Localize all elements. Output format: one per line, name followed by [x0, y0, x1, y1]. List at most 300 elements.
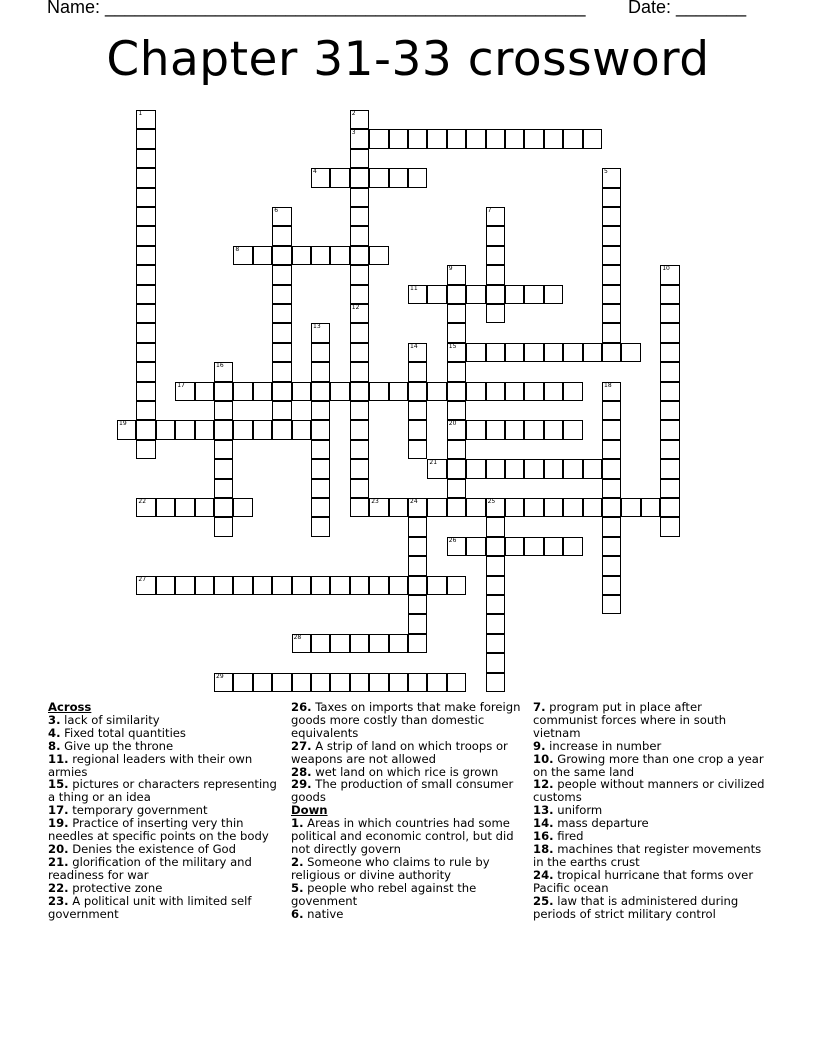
grid-cell[interactable] [544, 420, 563, 439]
grid-cell[interactable] [330, 246, 349, 265]
grid-cell[interactable] [330, 382, 349, 401]
grid-cell[interactable] [486, 265, 505, 284]
grid-cell[interactable] [486, 634, 505, 653]
grid-cell[interactable] [466, 129, 485, 148]
grid-cell[interactable] [544, 459, 563, 478]
grid-cell[interactable] [136, 323, 155, 342]
clue-text: protective zone [72, 880, 163, 895]
grid-cell[interactable] [621, 498, 640, 517]
grid-cell[interactable] [350, 323, 369, 342]
grid-cell[interactable] [408, 285, 427, 304]
grid-cell[interactable] [408, 673, 427, 692]
grid-cell[interactable] [447, 673, 466, 692]
grid-cell[interactable] [272, 323, 291, 342]
grid-cell[interactable] [408, 595, 427, 614]
clue-text: Areas in which countries had some political and economic control, but did not directly govern [291, 816, 514, 856]
grid-cell[interactable] [350, 188, 369, 207]
grid-cell[interactable] [447, 440, 466, 459]
grid-cell[interactable] [350, 576, 369, 595]
grid-cell[interactable] [447, 382, 466, 401]
grid-cell[interactable] [583, 129, 602, 148]
grid-cell[interactable] [272, 420, 291, 439]
grid-cell[interactable] [583, 343, 602, 362]
grid-cell[interactable] [136, 498, 155, 517]
grid-cell[interactable] [486, 537, 505, 556]
grid-cell[interactable] [466, 285, 485, 304]
grid-cell[interactable] [156, 420, 175, 439]
grid-cell[interactable] [214, 382, 233, 401]
grid-cell[interactable] [350, 304, 369, 323]
grid-cell[interactable] [602, 168, 621, 187]
grid-cell[interactable] [447, 420, 466, 439]
grid-cell[interactable] [505, 498, 524, 517]
grid-cell[interactable] [524, 129, 543, 148]
grid-cell[interactable] [214, 420, 233, 439]
clue-text: law that is administered during periods of strict military control [533, 893, 739, 921]
grid-cell[interactable] [602, 498, 621, 517]
grid-cell[interactable] [486, 207, 505, 226]
grid-cell[interactable] [136, 420, 155, 439]
grid-cell[interactable] [350, 226, 369, 245]
grid-cell[interactable] [486, 304, 505, 323]
grid-cell[interactable] [602, 556, 621, 575]
grid-cell[interactable] [427, 498, 446, 517]
grid-cell[interactable] [602, 576, 621, 595]
cell-number: 6 [274, 207, 279, 214]
grid-cell[interactable] [447, 576, 466, 595]
grid-cell[interactable] [214, 362, 233, 381]
grid-cell[interactable] [447, 129, 466, 148]
grid-cell[interactable] [369, 246, 388, 265]
grid-cell[interactable] [369, 129, 388, 148]
grid-cell[interactable] [544, 498, 563, 517]
grid-cell[interactable] [330, 168, 349, 187]
grid-cell[interactable] [136, 110, 155, 129]
grid-cell[interactable] [311, 498, 330, 517]
grid-cell[interactable] [602, 420, 621, 439]
grid-cell[interactable] [292, 634, 311, 653]
grid-cell[interactable] [292, 576, 311, 595]
grid-cell[interactable] [311, 517, 330, 536]
grid-cell[interactable] [253, 420, 272, 439]
grid-cell[interactable] [195, 420, 214, 439]
grid-cell[interactable] [602, 343, 621, 362]
grid-cell[interactable] [486, 226, 505, 245]
grid-cell[interactable] [214, 459, 233, 478]
grid-cell[interactable] [253, 246, 272, 265]
grid-cell[interactable] [524, 285, 543, 304]
grid-cell[interactable] [136, 168, 155, 187]
grid-cell[interactable] [330, 673, 349, 692]
grid-cell[interactable] [369, 382, 388, 401]
grid-cell[interactable] [660, 343, 679, 362]
clue-down-24 [533, 869, 769, 895]
grid-cell[interactable] [156, 498, 175, 517]
grid-cell[interactable] [602, 207, 621, 226]
grid-cell[interactable] [408, 401, 427, 420]
grid-cell[interactable] [505, 129, 524, 148]
grid-cell[interactable] [563, 382, 582, 401]
grid-cell[interactable] [117, 420, 136, 439]
grid-cell[interactable] [136, 246, 155, 265]
grid-cell[interactable] [660, 517, 679, 536]
grid-cell[interactable] [408, 576, 427, 595]
grid-cell[interactable] [427, 673, 446, 692]
grid-cell[interactable] [272, 576, 291, 595]
clue-text: program put in place after communist forces where in south vietnam [533, 700, 727, 740]
grid-cell[interactable] [447, 323, 466, 342]
grid-cell[interactable] [660, 401, 679, 420]
grid-cell[interactable] [253, 673, 272, 692]
grid-cell[interactable] [389, 673, 408, 692]
grid-cell[interactable] [214, 673, 233, 692]
grid-cell[interactable] [214, 517, 233, 536]
grid-cell[interactable] [505, 420, 524, 439]
grid-cell[interactable] [505, 285, 524, 304]
grid-cell[interactable] [544, 285, 563, 304]
grid-cell[interactable] [660, 323, 679, 342]
grid-cell[interactable] [175, 420, 194, 439]
grid-cell[interactable] [350, 343, 369, 362]
grid-cell[interactable] [408, 614, 427, 633]
grid-cell[interactable] [350, 207, 369, 226]
grid-cell[interactable] [195, 576, 214, 595]
grid-cell[interactable] [660, 362, 679, 381]
grid-cell[interactable] [447, 285, 466, 304]
grid-cell[interactable] [136, 362, 155, 381]
grid-cell[interactable] [660, 304, 679, 323]
grid-cell[interactable] [311, 673, 330, 692]
grid-cell[interactable] [447, 537, 466, 556]
grid-cell[interactable] [350, 440, 369, 459]
clue-across-26 [291, 701, 527, 740]
grid-cell[interactable] [660, 382, 679, 401]
grid-cell[interactable] [524, 382, 543, 401]
grid-cell[interactable] [136, 382, 155, 401]
grid-cell[interactable] [602, 440, 621, 459]
grid-cell[interactable] [350, 149, 369, 168]
grid-cell[interactable] [214, 576, 233, 595]
grid-cell[interactable] [447, 362, 466, 381]
grid-cell[interactable] [389, 129, 408, 148]
grid-cell[interactable] [447, 479, 466, 498]
grid-cell[interactable] [524, 459, 543, 478]
grid-cell[interactable] [350, 129, 369, 148]
grid-cell[interactable] [311, 168, 330, 187]
grid-cell[interactable] [427, 576, 446, 595]
grid-cell[interactable] [408, 343, 427, 362]
grid-cell[interactable] [272, 226, 291, 245]
grid-cell[interactable] [175, 382, 194, 401]
grid-cell[interactable] [524, 498, 543, 517]
grid-cell[interactable] [350, 420, 369, 439]
grid-cell[interactable] [292, 420, 311, 439]
grid-cell[interactable] [389, 382, 408, 401]
clue-number: 16. [533, 829, 554, 844]
grid-cell[interactable] [369, 634, 388, 653]
grid-cell[interactable] [253, 382, 272, 401]
grid-cell[interactable] [233, 246, 252, 265]
grid-cell[interactable] [311, 459, 330, 478]
grid-cell[interactable] [272, 362, 291, 381]
grid-cell[interactable] [466, 382, 485, 401]
grid-cell[interactable] [350, 634, 369, 653]
clue-text: regional leaders with their own armies [48, 751, 253, 779]
grid-cell[interactable] [447, 343, 466, 362]
grid-cell[interactable] [330, 634, 349, 653]
grid-cell[interactable] [311, 362, 330, 381]
grid-cell[interactable] [447, 304, 466, 323]
grid-cell[interactable] [660, 479, 679, 498]
grid-cell[interactable] [602, 382, 621, 401]
grid-cell[interactable] [272, 401, 291, 420]
grid-cell[interactable] [447, 459, 466, 478]
grid-cell[interactable] [427, 129, 446, 148]
grid-cell[interactable] [408, 556, 427, 575]
clue-text: machines that register movements in the earths crust [533, 841, 762, 869]
grid-cell[interactable] [486, 556, 505, 575]
clue-text: Someone who claims to rule by religious or divine authority [291, 854, 490, 882]
grid-cell[interactable] [408, 517, 427, 536]
grid-cell[interactable] [195, 382, 214, 401]
grid-cell[interactable] [408, 634, 427, 653]
grid-cell[interactable] [602, 323, 621, 342]
grid-cell[interactable] [311, 401, 330, 420]
grid-cell[interactable] [602, 479, 621, 498]
grid-cell[interactable] [350, 285, 369, 304]
grid-cell[interactable] [175, 498, 194, 517]
grid-cell[interactable] [408, 362, 427, 381]
grid-cell[interactable] [350, 401, 369, 420]
grid-cell[interactable] [524, 420, 543, 439]
grid-cell[interactable] [350, 110, 369, 129]
grid-cell[interactable] [486, 673, 505, 692]
grid-cell[interactable] [505, 459, 524, 478]
grid-cell[interactable] [272, 673, 291, 692]
grid-cell[interactable] [136, 265, 155, 284]
grid-cell[interactable] [311, 323, 330, 342]
grid-cell[interactable] [524, 537, 543, 556]
grid-cell[interactable] [292, 673, 311, 692]
grid-cell[interactable] [486, 246, 505, 265]
grid-cell[interactable] [505, 537, 524, 556]
grid-cell[interactable] [563, 498, 582, 517]
grid-cell[interactable] [272, 207, 291, 226]
grid-cell[interactable] [311, 576, 330, 595]
grid-cell[interactable] [563, 537, 582, 556]
grid-cell[interactable] [505, 382, 524, 401]
grid-cell[interactable] [136, 576, 155, 595]
clue-text: increase in number [549, 738, 662, 753]
grid-cell[interactable] [505, 343, 524, 362]
clue-number: 15. [48, 777, 69, 792]
grid-cell[interactable] [544, 343, 563, 362]
grid-cell[interactable] [136, 285, 155, 304]
grid-cell[interactable] [214, 479, 233, 498]
grid-cell[interactable] [311, 440, 330, 459]
grid-cell[interactable] [292, 382, 311, 401]
grid-cell[interactable] [563, 343, 582, 362]
grid-cell[interactable] [136, 440, 155, 459]
grid-cell[interactable] [272, 285, 291, 304]
grid-cell[interactable] [350, 265, 369, 284]
grid-cell[interactable] [330, 576, 349, 595]
clue-text: Fixed total quantities [64, 725, 186, 740]
cell-number: 27 [138, 575, 147, 583]
grid-cell[interactable] [660, 420, 679, 439]
grid-cell[interactable] [602, 265, 621, 284]
grid-cell[interactable] [136, 129, 155, 148]
grid-cell[interactable] [156, 576, 175, 595]
grid-cell[interactable] [660, 285, 679, 304]
clue-number: 26. [291, 700, 312, 714]
clue-number: 9. [533, 738, 546, 753]
grid-cell[interactable] [447, 265, 466, 284]
grid-cell[interactable] [486, 595, 505, 614]
grid-cell[interactable] [389, 498, 408, 517]
grid-cell[interactable] [408, 420, 427, 439]
grid-cell[interactable] [466, 498, 485, 517]
grid-cell[interactable] [408, 498, 427, 517]
grid-cell[interactable] [272, 265, 291, 284]
grid-cell[interactable] [292, 246, 311, 265]
grid-cell[interactable] [583, 459, 602, 478]
grid-cell[interactable] [311, 420, 330, 439]
grid-cell[interactable] [486, 459, 505, 478]
grid-cell[interactable] [389, 576, 408, 595]
grid-cell[interactable] [311, 382, 330, 401]
grid-cell[interactable] [544, 537, 563, 556]
grid-cell[interactable] [350, 498, 369, 517]
clue-text: Growing more than one crop a year on the same land [533, 751, 764, 779]
grid-cell[interactable] [311, 343, 330, 362]
grid-cell[interactable] [621, 343, 640, 362]
grid-cell[interactable] [544, 382, 563, 401]
grid-cell[interactable] [369, 673, 388, 692]
grid-cell[interactable] [486, 285, 505, 304]
grid-cell[interactable] [427, 459, 446, 478]
grid-cell[interactable] [136, 207, 155, 226]
grid-cell[interactable] [602, 285, 621, 304]
grid-cell[interactable] [311, 634, 330, 653]
grid-cell[interactable] [602, 188, 621, 207]
grid-cell[interactable] [389, 168, 408, 187]
grid-cell[interactable] [408, 168, 427, 187]
grid-cell[interactable] [466, 537, 485, 556]
grid-cell[interactable] [350, 382, 369, 401]
grid-cell[interactable] [602, 246, 621, 265]
grid-cell[interactable] [350, 459, 369, 478]
grid-cell[interactable] [427, 285, 446, 304]
grid-cell[interactable] [272, 246, 291, 265]
grid-cell[interactable] [350, 168, 369, 187]
grid-cell[interactable] [136, 401, 155, 420]
clue-text: Taxes on imports that make foreign goods more costly than domestic equivalents [291, 700, 521, 740]
grid-cell[interactable] [486, 382, 505, 401]
grid-cell[interactable] [175, 576, 194, 595]
grid-cell[interactable] [408, 382, 427, 401]
grid-cell[interactable] [602, 537, 621, 556]
grid-cell[interactable] [389, 634, 408, 653]
grid-cell[interactable] [602, 595, 621, 614]
grid-cell[interactable] [311, 246, 330, 265]
grid-cell[interactable] [660, 498, 679, 517]
grid-cell[interactable] [602, 226, 621, 245]
grid-cell[interactable] [466, 343, 485, 362]
grid-cell[interactable] [272, 343, 291, 362]
grid-cell[interactable] [408, 537, 427, 556]
grid-cell[interactable] [350, 673, 369, 692]
grid-cell[interactable] [466, 420, 485, 439]
grid-cell[interactable] [350, 362, 369, 381]
grid-cell[interactable] [311, 479, 330, 498]
grid-cell[interactable] [369, 168, 388, 187]
grid-cell[interactable] [253, 576, 272, 595]
grid-cell[interactable] [486, 653, 505, 672]
grid-cell[interactable] [486, 343, 505, 362]
grid-cell[interactable] [408, 129, 427, 148]
grid-cell[interactable] [233, 498, 252, 517]
grid-cell[interactable] [136, 149, 155, 168]
grid-cell[interactable] [486, 614, 505, 633]
grid-cell[interactable] [524, 343, 543, 362]
grid-cell[interactable] [233, 576, 252, 595]
grid-cell[interactable] [660, 265, 679, 284]
grid-cell[interactable] [136, 226, 155, 245]
cell-number: 26 [448, 536, 457, 544]
grid-cell[interactable] [233, 673, 252, 692]
grid-cell[interactable] [195, 498, 214, 517]
grid-cell[interactable] [466, 459, 485, 478]
grid-cell[interactable] [350, 246, 369, 265]
grid-cell[interactable] [544, 129, 563, 148]
grid-cell[interactable] [214, 498, 233, 517]
grid-cell[interactable] [583, 498, 602, 517]
grid-cell[interactable] [272, 304, 291, 323]
grid-cell[interactable] [602, 517, 621, 536]
grid-cell[interactable] [486, 517, 505, 536]
grid-cell[interactable] [136, 343, 155, 362]
grid-cell[interactable] [602, 304, 621, 323]
grid-cell[interactable] [136, 188, 155, 207]
grid-cell[interactable] [136, 304, 155, 323]
grid-cell[interactable] [369, 498, 388, 517]
grid-cell[interactable] [233, 382, 252, 401]
grid-cell[interactable] [563, 420, 582, 439]
grid-cell[interactable] [447, 401, 466, 420]
grid-cell[interactable] [660, 440, 679, 459]
grid-cell[interactable] [602, 401, 621, 420]
grid-cell[interactable] [486, 420, 505, 439]
grid-cell[interactable] [272, 382, 291, 401]
grid-cell[interactable] [233, 420, 252, 439]
grid-cell[interactable] [602, 459, 621, 478]
grid-cell[interactable] [486, 576, 505, 595]
grid-cell[interactable] [486, 498, 505, 517]
grid-cell[interactable] [563, 459, 582, 478]
grid-cell[interactable] [408, 440, 427, 459]
grid-cell[interactable] [447, 498, 466, 517]
grid-cell[interactable] [214, 401, 233, 420]
grid-cell[interactable] [369, 576, 388, 595]
grid-cell[interactable] [486, 129, 505, 148]
grid-cell[interactable] [660, 459, 679, 478]
grid-cell[interactable] [214, 440, 233, 459]
grid-cell[interactable] [427, 382, 446, 401]
grid-cell[interactable] [563, 129, 582, 148]
grid-cell[interactable] [641, 498, 660, 517]
grid-cell[interactable] [350, 479, 369, 498]
